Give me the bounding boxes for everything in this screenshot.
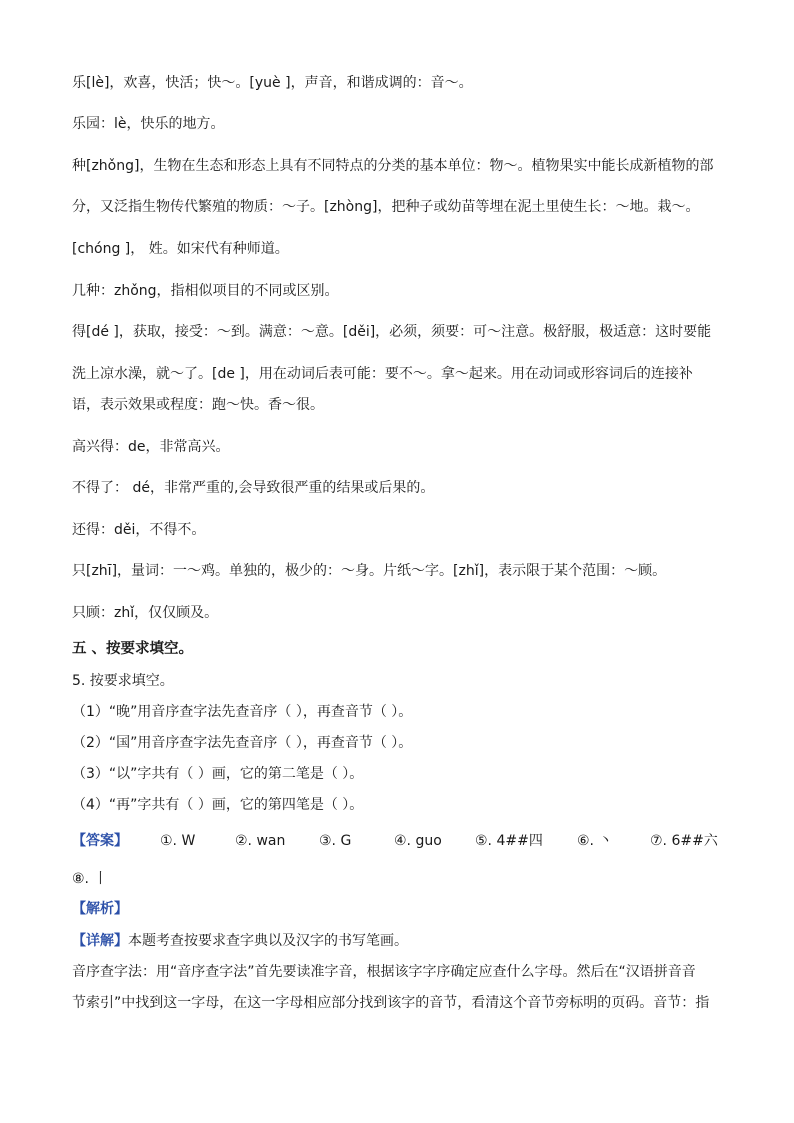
dict-line-2: 乐园：lè，快乐的地方。 (72, 116, 225, 132)
dict-line-9: 语，表示效果或程度：跑～快。香～很。 (72, 397, 324, 413)
question-item-1: （1）“晚”用音序查字法先查音序（ ），再查音节（ ）。 (72, 704, 413, 720)
answer-8: ⑧. 丨 (72, 871, 108, 887)
dict-line-7: 得[dé ]，获取，接受：～到。满意：～意。[děi]，必须，须要：可～注意。极舒服，极适意：这时要能 (72, 324, 712, 340)
answer-5: ⑤. 4##四 (475, 833, 543, 849)
answer-7: ⑦. 6##六 (650, 833, 718, 849)
dict-line-3: 种[zhǒng]，生物在生态和形态上具有不同特点的分类的基本单位：物～。植物果实中能长成新植物的部 (72, 158, 714, 174)
answer-2: ②. wan (235, 833, 286, 849)
answer-3: ③. G (319, 833, 352, 849)
dict-line-12: 还得：děi，不得不。 (72, 522, 206, 538)
dict-line-5: [chóng ]， 姓。如宋代有种师道。 (72, 241, 289, 257)
question-item-3: （3）“以”字共有（ ）画，它的第二笔是（ ）。 (72, 766, 364, 782)
question-title: 5. 按要求填空。 (72, 673, 174, 689)
dict-line-6: 几种：zhǒng，指相似项目的不同或区别。 (72, 283, 339, 299)
dict-line-13: 只[zhī]，量词：一～鸡。单独的，极少的：～身。片纸～字。[zhǐ]，表示限于某个范围：～顾。 (72, 563, 667, 579)
section-title: 五 、按要求填空。 (72, 641, 194, 657)
detail-row (72, 932, 408, 950)
answer-6: ⑥. 丶 (577, 833, 613, 849)
dict-line-14: 只顾：zhǐ，仅仅顾及。 (72, 605, 219, 621)
dict-line-1: 乐[lè]，欢喜，快活；快～。[yuè ]，声音，和谐成调的：音～。 (72, 75, 473, 91)
answer-1: ①. W (160, 833, 196, 849)
explain-line-2: 节索引”中找到这一字母，在这一字母相应部分找到该字的音节，看清这个音节旁标明的页码。音节：指 (72, 995, 710, 1011)
detail-text: 本题考查按要求查字典以及汉字的书写笔画。 (128, 933, 408, 949)
question-item-2: （2）“国”用音序查字法先查音序（ ），再查音节（ ）。 (72, 735, 413, 751)
dict-line-8: 洗上凉水澡，就～了。[de ]，用在动词后表可能：要不～。拿～起来。用在动词或形容词后的连接补 (72, 366, 693, 382)
dict-line-10: 高兴得：de，非常高兴。 (72, 439, 230, 455)
question-item-4: （4）“再”字共有（ ）画，它的第四笔是（ ）。 (72, 797, 364, 813)
answer-4: ④. guo (394, 833, 442, 849)
explain-line-1: 音序查字法：用“音序查字法”首先要读准字音，根据该字字序确定应查什么字母。然后在“汉语拼音音 (72, 964, 696, 980)
answer-row (72, 832, 732, 852)
analysis-label: 【解析】 (72, 901, 128, 917)
dict-line-4: 分，又泛指生物传代繁殖的物质：～子。[zhòng]，把种子或幼苗等埋在泥土里使生长：～地。栽～。 (72, 199, 700, 215)
detail-label: 【详解】 (72, 933, 128, 949)
answer-label: 【答案】 (72, 833, 128, 849)
dict-line-11: 不得了： dé，非常严重的,会导致很严重的结果或后果的。 (72, 480, 435, 496)
